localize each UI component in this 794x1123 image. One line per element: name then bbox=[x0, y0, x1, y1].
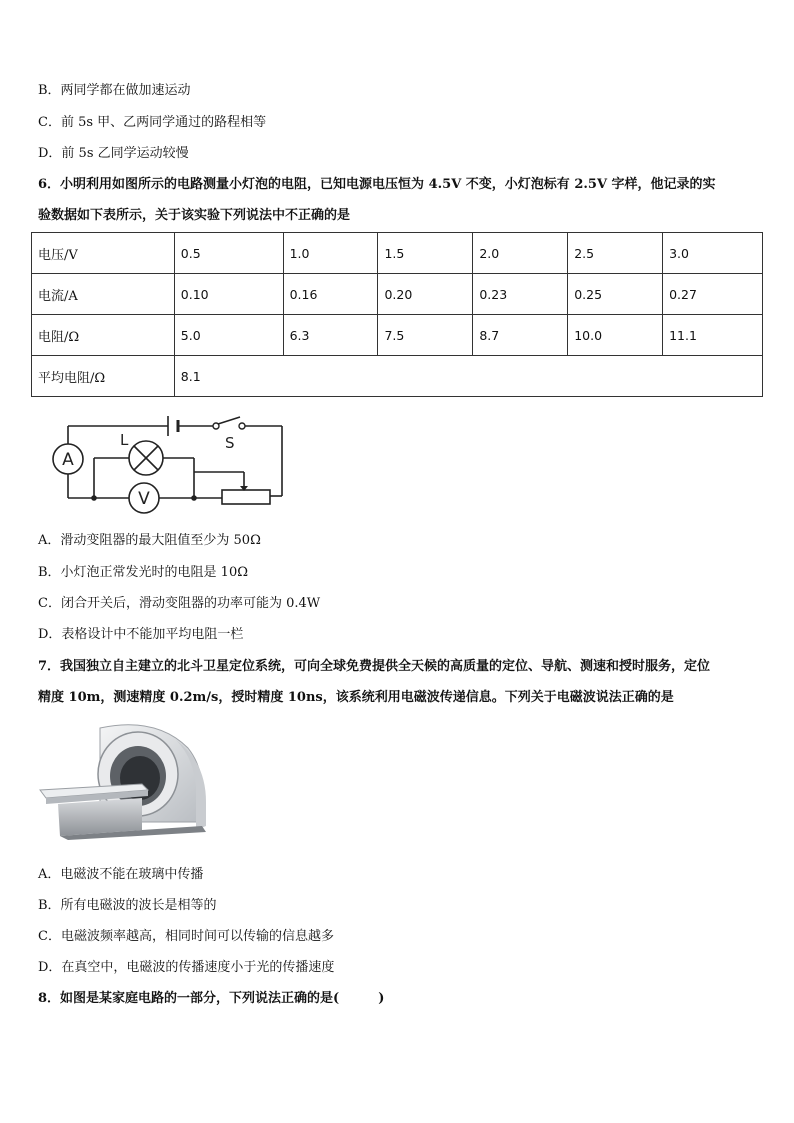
table-row-voltage bbox=[32, 233, 763, 274]
table-cell: 0.20 bbox=[378, 274, 473, 315]
table-cell: 7.5 bbox=[378, 315, 473, 356]
table-header-cell: 平均电阻/Ω bbox=[32, 356, 175, 397]
rheostat-icon bbox=[222, 490, 270, 504]
table-cell: 0.5 bbox=[174, 233, 283, 274]
table-header-cell: 电流/A bbox=[32, 274, 175, 315]
table-header-cell: 电压/V bbox=[32, 233, 175, 274]
q6-option-a: A．滑动变阻器的最大阻值至少为 50Ω bbox=[38, 533, 261, 548]
prev-option-b: B．两同学都在做加速运动 bbox=[38, 83, 191, 98]
table-cell: 3.0 bbox=[663, 233, 763, 274]
q7-option-d: D．在真空中，电磁波的传播速度小于光的传播速度 bbox=[38, 960, 335, 975]
circuit-diagram bbox=[44, 412, 294, 516]
lamp-label: L bbox=[120, 431, 129, 449]
q8-stem: 8．如图是某家庭电路的一部分，下列说法正确的是( ) bbox=[38, 991, 385, 1006]
average-resistance-value: 8.1 bbox=[174, 356, 762, 397]
ammeter-label: A bbox=[62, 450, 74, 470]
q7-option-b: B．所有电磁波的波长是相等的 bbox=[38, 898, 217, 913]
switch-contact bbox=[239, 423, 245, 429]
table-cell: 10.0 bbox=[568, 315, 663, 356]
junction-dot bbox=[91, 495, 97, 501]
q7-stem-line2: 精度 10m，测速精度 0.2m/s，授时精度 10ns，该系统利用电磁波传递信息。下列关于电磁波说法正确的是 bbox=[38, 690, 674, 705]
table-cell: 0.23 bbox=[473, 274, 568, 315]
mri-scanner-image bbox=[38, 718, 210, 842]
q6-stem-line1: 6．小明利用如图所示的电路测量小灯泡的电阻，已知电源电压恒为 4.5V 不变，小灯泡标有 2.5V 字样，他记录的实 bbox=[38, 177, 716, 192]
q6-stem-line2: 验数据如下表所示，关于该实验下列说法中不正确的是 bbox=[38, 208, 351, 223]
table-header-cell: 电阻/Ω bbox=[32, 315, 175, 356]
switch-label: S bbox=[225, 434, 235, 452]
q7-option-c: C．电磁波频率越高，相同时间可以传输的信息越多 bbox=[38, 929, 334, 944]
table-cell: 0.27 bbox=[663, 274, 763, 315]
prev-option-d: D．前 5s 乙同学运动较慢 bbox=[38, 146, 189, 161]
q6-option-c: C．闭合开关后，滑动变阻器的功率可能为 0.4W bbox=[38, 596, 321, 611]
table-cell: 5.0 bbox=[174, 315, 283, 356]
table-row-average bbox=[32, 356, 763, 397]
q7-stem-line1: 7．我国独立自主建立的北斗卫星定位系统，可向全球免费提供全天候的高质量的定位、导航、测速和授时服务，定位 bbox=[38, 659, 711, 674]
table-cell: 2.5 bbox=[568, 233, 663, 274]
table-cell: 8.7 bbox=[473, 315, 568, 356]
prev-option-c: C．前 5s 甲、乙两同学通过的路程相等 bbox=[38, 115, 267, 130]
voltmeter-label: V bbox=[138, 489, 150, 509]
table-cell: 0.10 bbox=[174, 274, 283, 315]
table-cell: 1.5 bbox=[378, 233, 473, 274]
junction-dot bbox=[191, 495, 197, 501]
table-cell: 0.25 bbox=[568, 274, 663, 315]
table-row-resistance bbox=[32, 315, 763, 356]
q6-option-d: D．表格设计中不能加平均电阻一栏 bbox=[38, 627, 244, 642]
mri-table-base bbox=[58, 798, 142, 836]
table-cell: 6.3 bbox=[283, 315, 378, 356]
q6-data-table bbox=[31, 232, 763, 397]
table-cell: 2.0 bbox=[473, 233, 568, 274]
table-cell: 0.16 bbox=[283, 274, 378, 315]
table-cell: 11.1 bbox=[663, 315, 763, 356]
q6-option-b: B．小灯泡正常发光时的电阻是 10Ω bbox=[38, 565, 249, 580]
table-row-current bbox=[32, 274, 763, 315]
table-cell: 1.0 bbox=[283, 233, 378, 274]
switch-lever bbox=[218, 417, 240, 424]
q7-option-a: A．电磁波不能在玻璃中传播 bbox=[38, 867, 204, 882]
